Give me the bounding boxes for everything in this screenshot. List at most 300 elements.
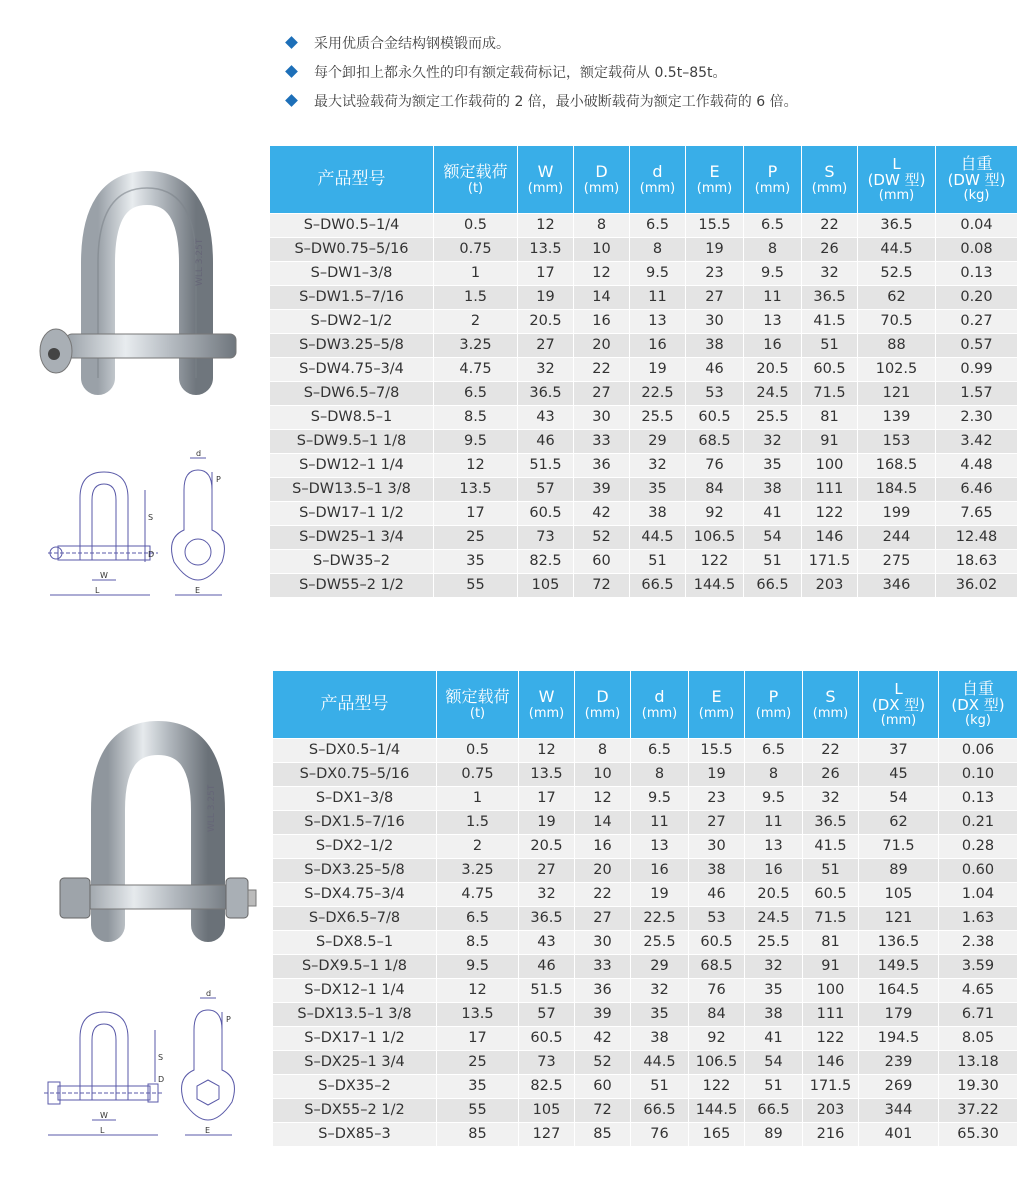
value-cell: 122 [689,1075,745,1099]
header-p: P (mm) [744,146,802,214]
value-cell: 27 [519,859,575,883]
value-cell: 4.48 [936,454,1018,478]
value-cell: 52.5 [858,262,936,286]
value-cell: 36.5 [519,907,575,931]
value-cell: 57 [519,1003,575,1027]
value-cell: 0.06 [939,739,1018,763]
value-cell: 46 [689,883,745,907]
value-cell: 66.5 [745,1099,803,1123]
value-cell: 53 [689,907,745,931]
value-cell: 8 [744,238,802,262]
header-s: S (mm) [802,146,858,214]
value-cell: 36.5 [518,382,574,406]
value-cell: 153 [858,430,936,454]
table-row [273,1099,1018,1123]
value-cell: 4.75 [437,883,519,907]
value-cell: 27 [689,811,745,835]
value-cell: 216 [803,1123,859,1147]
intro-list [284,30,798,117]
value-cell: 17 [434,502,518,526]
value-cell: 121 [858,382,936,406]
value-cell: 32 [630,454,686,478]
value-cell: 60.5 [519,1027,575,1051]
model-cell: S–DX4.75–3/4 [273,883,437,907]
value-cell: 46 [519,955,575,979]
value-cell: 19 [686,238,744,262]
value-cell: 29 [630,430,686,454]
value-cell: 25.5 [744,406,802,430]
value-cell: 144.5 [686,574,744,598]
value-cell: 8 [575,739,631,763]
value-cell: 88 [858,334,936,358]
value-cell: 6.5 [434,382,518,406]
value-cell: 43 [519,931,575,955]
value-cell: 2.30 [936,406,1018,430]
value-cell: 12 [575,787,631,811]
value-cell: 66.5 [630,574,686,598]
value-cell: 71.5 [859,835,939,859]
value-cell: 0.04 [936,214,1018,238]
value-cell: 8 [630,238,686,262]
value-cell: 0.5 [437,739,519,763]
table-row [273,1123,1018,1147]
dim-label-w: W [100,571,108,580]
dim-label-d-cap: D [158,1075,165,1084]
value-cell: 36.02 [936,574,1018,598]
value-cell: 35 [631,1003,689,1027]
header-rated-load: 额定载荷 (t) [437,671,519,739]
value-cell: 9.5 [744,262,802,286]
value-cell: 16 [630,334,686,358]
value-cell: 0.5 [434,214,518,238]
value-cell: 42 [575,1027,631,1051]
value-cell: 54 [744,526,802,550]
value-cell: 82.5 [518,550,574,574]
table-row [270,502,1018,526]
header-e: E (mm) [689,671,745,739]
value-cell: 0.60 [939,859,1018,883]
model-cell: S–DW1–3/8 [270,262,434,286]
value-cell: 244 [858,526,936,550]
value-cell: 30 [686,310,744,334]
header-w: W (mm) [519,671,575,739]
value-cell: 22 [575,883,631,907]
value-cell: 127 [519,1123,575,1147]
value-cell: 8 [631,763,689,787]
model-cell: S–DW35–2 [270,550,434,574]
model-cell: S–DW12–1 1/4 [270,454,434,478]
value-cell: 55 [437,1099,519,1123]
table-row [273,1027,1018,1051]
model-cell: S–DX12–1 1/4 [273,979,437,1003]
value-cell: 2 [434,310,518,334]
model-cell: S–DX2–1/2 [273,835,437,859]
value-cell: 54 [859,787,939,811]
value-cell: 13.18 [939,1051,1018,1075]
value-cell: 26 [802,238,858,262]
dw-shackle-photo [30,168,250,428]
value-cell: 18.63 [936,550,1018,574]
header-d: d (mm) [630,146,686,214]
value-cell: 82.5 [519,1075,575,1099]
value-cell: 136.5 [859,931,939,955]
value-cell: 106.5 [686,526,744,550]
model-cell: S–DW2–1/2 [270,310,434,334]
value-cell: 51 [802,334,858,358]
value-cell: 68.5 [689,955,745,979]
value-cell: 0.27 [936,310,1018,334]
value-cell: 6.5 [744,214,802,238]
value-cell: 72 [574,574,630,598]
value-cell: 51 [745,1075,803,1099]
model-cell: S–DX6.5–7/8 [273,907,437,931]
value-cell: 269 [859,1075,939,1099]
table-row [273,859,1018,883]
value-cell: 1.63 [939,907,1018,931]
table-row [270,262,1018,286]
diamond-bullet-icon [285,94,298,107]
value-cell: 4.65 [939,979,1018,1003]
value-cell: 22 [802,214,858,238]
value-cell: 203 [802,574,858,598]
value-cell: 346 [858,574,936,598]
value-cell: 39 [575,1003,631,1027]
value-cell: 92 [689,1027,745,1051]
value-cell: 105 [519,1099,575,1123]
value-cell: 16 [575,835,631,859]
value-cell: 60.5 [686,406,744,430]
value-cell: 164.5 [859,979,939,1003]
table-row [273,1075,1018,1099]
table-row [273,1051,1018,1075]
value-cell: 9.5 [434,430,518,454]
value-cell: 23 [689,787,745,811]
value-cell: 30 [574,406,630,430]
value-cell: 42 [574,502,630,526]
value-cell: 13 [630,310,686,334]
table-row [270,574,1018,598]
value-cell: 2.38 [939,931,1018,955]
value-cell: 36 [575,979,631,1003]
value-cell: 38 [745,1003,803,1027]
value-cell: 122 [803,1027,859,1051]
value-cell: 44.5 [631,1051,689,1075]
value-cell: 25.5 [630,406,686,430]
value-cell: 38 [744,478,802,502]
table-row [273,1003,1018,1027]
value-cell: 0.20 [936,286,1018,310]
value-cell: 6.71 [939,1003,1018,1027]
dim-label-s: S [148,513,154,522]
value-cell: 8.5 [434,406,518,430]
intro-item: 采用优质合金结构钢模锻而成。 [284,30,798,59]
value-cell: 37.22 [939,1099,1018,1123]
value-cell: 1.57 [936,382,1018,406]
value-cell: 6.5 [437,907,519,931]
model-cell: S–DX13.5–1 3/8 [273,1003,437,1027]
value-cell: 70.5 [858,310,936,334]
value-cell: 45 [859,763,939,787]
dim-label-d-cap: D [148,550,155,559]
table-row [270,238,1018,262]
value-cell: 35 [745,979,803,1003]
value-cell: 1.5 [434,286,518,310]
value-cell: 16 [631,859,689,883]
diamond-bullet-icon [285,36,298,49]
value-cell: 51 [744,550,802,574]
model-cell: S–DW17–1 1/2 [270,502,434,526]
value-cell: 85 [437,1123,519,1147]
model-cell: S–DX85–3 [273,1123,437,1147]
value-cell: 60.5 [803,883,859,907]
value-cell: 11 [745,811,803,835]
value-cell: 60.5 [689,931,745,955]
value-cell: 0.13 [936,262,1018,286]
value-cell: 24.5 [745,907,803,931]
value-cell: 9.5 [745,787,803,811]
table-row [270,310,1018,334]
value-cell: 25 [437,1051,519,1075]
value-cell: 12 [434,454,518,478]
value-cell: 19 [689,763,745,787]
value-cell: 111 [803,1003,859,1027]
value-cell: 52 [574,526,630,550]
value-cell: 10 [574,238,630,262]
value-cell: 81 [803,931,859,955]
table-row [273,931,1018,955]
value-cell: 20.5 [518,310,574,334]
value-cell: 6.5 [745,739,803,763]
value-cell: 33 [575,955,631,979]
value-cell: 0.75 [434,238,518,262]
model-cell: S–DW0.5–1/4 [270,214,434,238]
table-row [273,883,1018,907]
value-cell: 41.5 [803,835,859,859]
value-cell: 60.5 [518,502,574,526]
value-cell: 10 [575,763,631,787]
table-row [273,739,1018,763]
value-cell: 30 [575,931,631,955]
value-cell: 51 [803,859,859,883]
value-cell: 13 [631,835,689,859]
model-cell: S–DX8.5–1 [273,931,437,955]
value-cell: 13.5 [434,478,518,502]
value-cell: 8 [574,214,630,238]
value-cell: 19.30 [939,1075,1018,1099]
value-cell: 203 [803,1099,859,1123]
diamond-bullet-icon [285,65,298,78]
value-cell: 239 [859,1051,939,1075]
value-cell: 76 [689,979,745,1003]
value-cell: 52 [575,1051,631,1075]
value-cell: 122 [802,502,858,526]
value-cell: 43 [518,406,574,430]
value-cell: 27 [686,286,744,310]
table-row [273,979,1018,1003]
value-cell: 60.5 [802,358,858,382]
table-row [270,430,1018,454]
value-cell: 171.5 [803,1075,859,1099]
model-cell: S–DX0.5–1/4 [273,739,437,763]
value-cell: 36.5 [858,214,936,238]
table-row [270,526,1018,550]
value-cell: 6.46 [936,478,1018,502]
value-cell: 22 [803,739,859,763]
value-cell: 37 [859,739,939,763]
value-cell: 106.5 [689,1051,745,1075]
value-cell: 8.5 [437,931,519,955]
value-cell: 25 [434,526,518,550]
model-cell: S–DW55–2 1/2 [270,574,434,598]
value-cell: 17 [518,262,574,286]
value-cell: 51 [631,1075,689,1099]
value-cell: 6.5 [631,739,689,763]
value-cell: 17 [437,1027,519,1051]
model-cell: S–DX17–1 1/2 [273,1027,437,1051]
value-cell: 1.04 [939,883,1018,907]
value-cell: 1.5 [437,811,519,835]
header-rated-load: 额定载荷 (t) [434,146,518,214]
value-cell: 76 [686,454,744,478]
value-cell: 26 [803,763,859,787]
value-cell: 6.5 [630,214,686,238]
value-cell: 11 [744,286,802,310]
value-cell: 46 [686,358,744,382]
dx-shackle-photo [48,720,268,970]
value-cell: 171.5 [802,550,858,574]
dx-spec-table [272,670,1018,1147]
value-cell: 105 [859,883,939,907]
value-cell: 68.5 [686,430,744,454]
value-cell: 0.08 [936,238,1018,262]
value-cell: 139 [858,406,936,430]
value-cell: 32 [631,979,689,1003]
value-cell: 32 [802,262,858,286]
value-cell: 9.5 [630,262,686,286]
value-cell: 32 [745,955,803,979]
table-row [273,811,1018,835]
table-row [273,787,1018,811]
value-cell: 54 [745,1051,803,1075]
header-d: d (mm) [631,671,689,739]
value-cell: 27 [518,334,574,358]
value-cell: 401 [859,1123,939,1147]
value-cell: 32 [519,883,575,907]
table-row [270,406,1018,430]
value-cell: 20 [574,334,630,358]
value-cell: 100 [803,979,859,1003]
value-cell: 38 [686,334,744,358]
dw-technical-drawing [40,450,240,605]
dim-label-d: d [196,450,202,458]
value-cell: 17 [519,787,575,811]
value-cell: 73 [519,1051,575,1075]
table-row [270,214,1018,238]
value-cell: 3.25 [437,859,519,883]
value-cell: 51.5 [519,979,575,1003]
value-cell: 105 [518,574,574,598]
value-cell: 8.05 [939,1027,1018,1051]
value-cell: 102.5 [858,358,936,382]
header-d-cap: D (mm) [575,671,631,739]
intro-item: 每个卸扣上都永久性的印有额定载荷标记，额定载荷从 0.5t–85t。 [284,59,798,88]
value-cell: 76 [631,1123,689,1147]
model-cell: S–DW4.75–3/4 [270,358,434,382]
dim-label-p: P [226,1015,231,1024]
value-cell: 0.75 [437,763,519,787]
value-cell: 0.21 [939,811,1018,835]
value-cell: 23 [686,262,744,286]
value-cell: 51.5 [518,454,574,478]
value-cell: 91 [803,955,859,979]
value-cell: 60 [574,550,630,574]
dim-label-e: E [205,1126,211,1135]
value-cell: 122 [686,550,744,574]
value-cell: 19 [630,358,686,382]
value-cell: 46 [518,430,574,454]
dim-label-e: E [195,586,201,595]
value-cell: 20 [575,859,631,883]
value-cell: 81 [802,406,858,430]
value-cell: 38 [689,859,745,883]
table-row [273,955,1018,979]
value-cell: 36.5 [803,811,859,835]
shackle-marking: WLL 3.25T [195,238,205,286]
value-cell: 19 [631,883,689,907]
value-cell: 41 [745,1027,803,1051]
value-cell: 14 [575,811,631,835]
model-cell: S–DW9.5–1 1/8 [270,430,434,454]
value-cell: 144.5 [689,1099,745,1123]
value-cell: 84 [686,478,744,502]
model-cell: S–DX1.5–7/16 [273,811,437,835]
value-cell: 27 [575,907,631,931]
value-cell: 3.59 [939,955,1018,979]
table-row [273,835,1018,859]
value-cell: 19 [519,811,575,835]
value-cell: 15.5 [686,214,744,238]
value-cell: 0.57 [936,334,1018,358]
value-cell: 194.5 [859,1027,939,1051]
value-cell: 121 [859,907,939,931]
value-cell: 35 [630,478,686,502]
value-cell: 73 [518,526,574,550]
value-cell: 199 [858,502,936,526]
header-model: 产品型号 [273,671,437,739]
value-cell: 14 [574,286,630,310]
model-cell: S–DX0.75–5/16 [273,763,437,787]
value-cell: 16 [744,334,802,358]
value-cell: 16 [745,859,803,883]
value-cell: 35 [437,1075,519,1099]
value-cell: 32 [803,787,859,811]
model-cell: S–DW8.5–1 [270,406,434,430]
dim-label-s: S [158,1053,164,1062]
value-cell: 13 [745,835,803,859]
value-cell: 91 [802,430,858,454]
value-cell: 165 [689,1123,745,1147]
value-cell: 55 [434,574,518,598]
value-cell: 92 [686,502,744,526]
value-cell: 66.5 [631,1099,689,1123]
value-cell: 35 [434,550,518,574]
header-weight: 自重 (DW 型) (kg) [936,146,1018,214]
value-cell: 89 [859,859,939,883]
value-cell: 41.5 [802,310,858,334]
value-cell: 16 [574,310,630,334]
value-cell: 9.5 [631,787,689,811]
table-row [270,334,1018,358]
